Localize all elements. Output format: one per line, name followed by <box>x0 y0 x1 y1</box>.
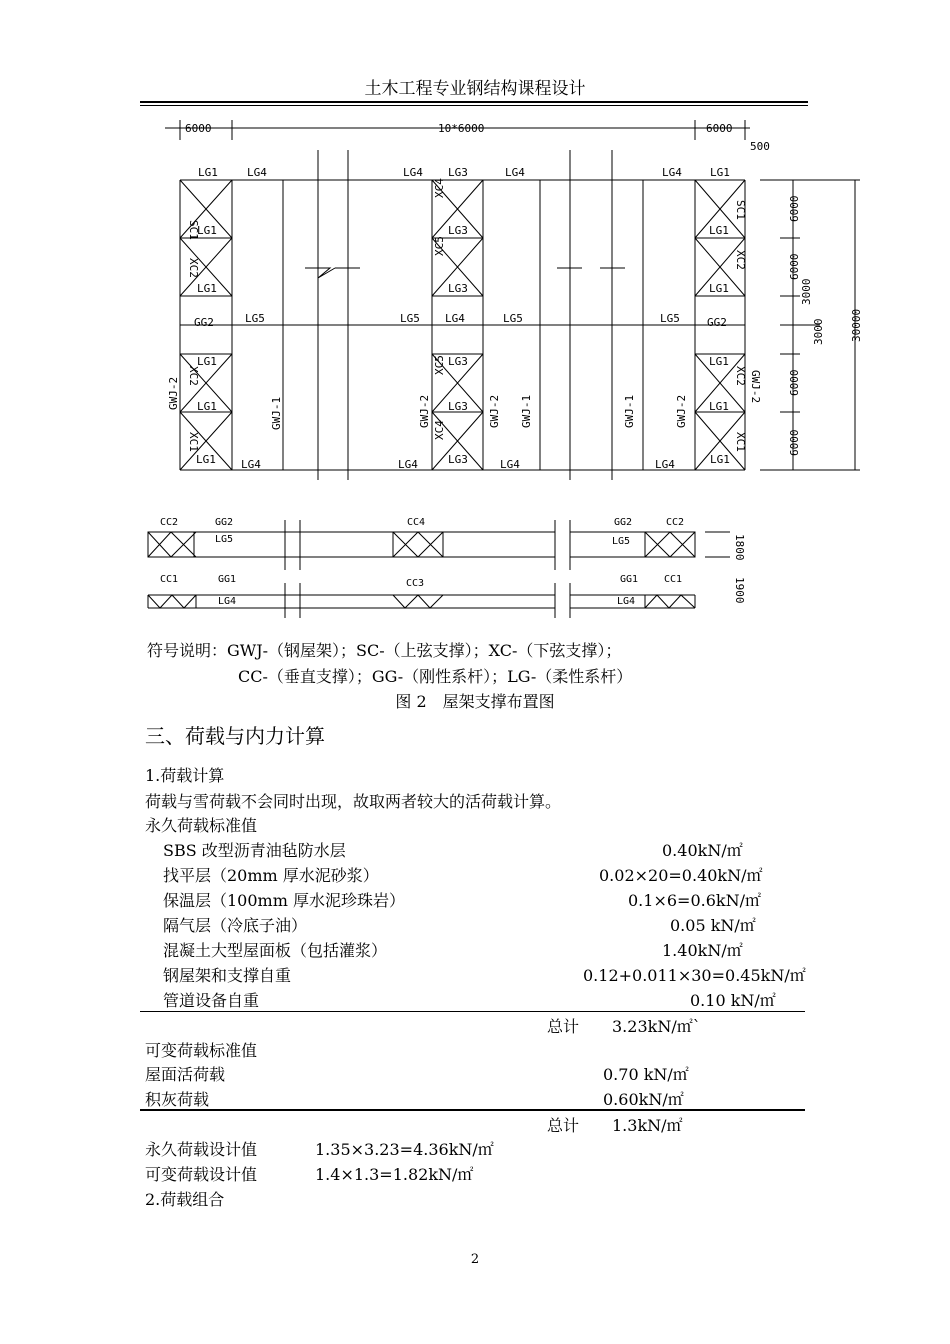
lbl-right-lg1a: LG1 <box>709 224 729 237</box>
s2-lg4b: LG4 <box>617 596 636 607</box>
lbl-mid-xc4a: XC4 <box>433 178 446 198</box>
lbl-left-xc2a: XC2 <box>187 258 200 278</box>
lbl-top-5: LG4 <box>662 166 682 179</box>
perm-item-1-name: 找平层（20mm 厚水泥砂浆） <box>163 866 379 885</box>
lbl-bot-4: LG4 <box>500 458 520 471</box>
var-total-value: 1.3kN/㎡ <box>612 1116 683 1135</box>
s2-gg1b: GG1 <box>620 574 639 585</box>
lbl-top-6: LG1 <box>710 166 730 179</box>
lbl-bot-3: LG3 <box>448 453 468 466</box>
lbl-right-sc1: SC1 <box>734 200 747 220</box>
running-header: 土木工程专业钢结构课程设计 <box>364 79 586 99</box>
lbl-mid-3: LG5 <box>503 312 523 325</box>
lbl-top-3: LG3 <box>448 166 468 179</box>
dim-r30000: 30000 <box>850 308 863 342</box>
s1-lg5b: LG5 <box>612 536 631 547</box>
dim-r6000a: 6000 <box>788 195 801 222</box>
lbl-truss-5: GWJ-1 <box>623 394 636 428</box>
para-5: 2.荷载组合 <box>145 1190 225 1209</box>
lbl-left-lg1d: LG1 <box>197 400 217 413</box>
lbl-truss-7: GWJ-2 <box>749 370 762 404</box>
lbl-mid-4: LG5 <box>660 312 680 325</box>
design-var-value: 1.4×1.3=1.82kN/㎡ <box>315 1165 474 1184</box>
dim-r6000b: 6000 <box>788 253 801 280</box>
perm-item-0-value: 0.40kN/㎡ <box>662 841 743 860</box>
dim-r6000d: 6000 <box>788 429 801 456</box>
s1-gg2b: GG2 <box>614 517 633 528</box>
lbl-mid-lg3a: LG3 <box>448 224 468 237</box>
lbl-top-2: LG4 <box>403 166 423 179</box>
dim-r6000c: 6000 <box>788 369 801 396</box>
dim-r3000a: 3000 <box>800 278 813 305</box>
lbl-right-xc1: XC1 <box>734 432 747 452</box>
perm-total-value: 3.23kN/㎡` <box>612 1017 701 1036</box>
subtotal-rule-1 <box>140 1011 805 1012</box>
design-perm-value: 1.35×3.23=4.36kN/㎡ <box>315 1140 494 1159</box>
s1-lg5a: LG5 <box>215 534 234 545</box>
lbl-truss-6: GWJ-2 <box>675 394 688 428</box>
perm-item-3-value: 0.05 kN/㎡ <box>670 916 756 935</box>
lbl-mid-lg3d: LG3 <box>448 400 468 413</box>
figure-caption: 图 2 屋架支撑布置图 <box>395 692 555 711</box>
lbl-left-lg1b: LG1 <box>197 282 217 295</box>
lbl-mid-0: LG5 <box>245 312 265 325</box>
lbl-right-xc2a: XC2 <box>734 250 747 270</box>
lbl-mid-xc4b: XC4 <box>433 420 446 440</box>
s1-cc2b: CC2 <box>666 517 685 528</box>
lbl-mid-lg3c: LG3 <box>448 355 468 368</box>
lbl-left-xc2b: XC2 <box>187 366 200 386</box>
lbl-mid-xc5b: XC5 <box>433 355 446 375</box>
para-3: 永久荷载标准值 <box>145 816 258 835</box>
lbl-left-sc1: SC1 <box>187 220 200 240</box>
lbl-top-4: LG4 <box>505 166 525 179</box>
s2-gg1a: GG1 <box>218 574 237 585</box>
section-heading: 三、荷载与内力计算 <box>145 724 325 748</box>
perm-item-4-name: 混凝土大型屋面板（包括灌浆） <box>163 941 388 960</box>
s1-cc2a: CC2 <box>160 517 179 528</box>
lbl-truss-0: GWJ-2 <box>167 376 180 410</box>
lbl-truss-1: GWJ-1 <box>270 396 283 430</box>
perm-item-4-value: 1.40kN/㎡ <box>662 941 743 960</box>
para-1: 1.荷载计算 <box>145 766 225 785</box>
lbl-mid-lg3b: LG3 <box>448 282 468 295</box>
lbl-right-xc2b: XC2 <box>734 366 747 386</box>
perm-item-2-name: 保温层（100mm 厚水泥珍珠岩） <box>163 891 405 910</box>
lbl-mid-2: LG4 <box>445 312 465 325</box>
dim-mid: 10*6000 <box>438 122 485 135</box>
lbl-bot-2: LG4 <box>398 458 418 471</box>
design-var-label: 可变荷载设计值 <box>145 1165 258 1184</box>
perm-item-3-name: 隔气层（冷底子油） <box>163 916 308 935</box>
var-item-1-name: 积灰荷载 <box>145 1090 210 1109</box>
lbl-truss-3: GWJ-2 <box>488 394 501 428</box>
s1-cc4: CC4 <box>407 517 426 528</box>
perm-total-label: 总计 <box>547 1017 580 1036</box>
lbl-bot-0: LG1 <box>196 453 216 466</box>
page-number: 2 <box>470 1252 480 1267</box>
perm-item-6-value: 0.10 kN/㎡ <box>690 991 776 1010</box>
var-item-1-value: 0.60kN/㎡ <box>603 1090 684 1109</box>
legend-line-1: 符号说明：GWJ-（钢屋架）；SC-（上弦支撑）；XC-（下弦支撑）； <box>147 641 622 660</box>
perm-item-5-value: 0.12+0.011×30=0.45kN/㎡ <box>583 966 806 985</box>
var-item-0-value: 0.70 kN/㎡ <box>603 1065 689 1084</box>
design-perm-label: 永久荷载设计值 <box>145 1140 258 1159</box>
lbl-mid-1: LG5 <box>400 312 420 325</box>
lbl-right-lg1b: LG1 <box>709 282 729 295</box>
subtotal-rule-2 <box>140 1109 805 1111</box>
lbl-left-lg1a: LG1 <box>197 224 217 237</box>
roof-bracing-drawing <box>0 110 950 620</box>
perm-item-1-value: 0.02×20=0.40kN/㎡ <box>599 866 763 885</box>
para-2: 荷载与雪荷载不会同时出现，故取两者较大的活荷载计算。 <box>145 792 562 811</box>
s2-cc1b: CC1 <box>664 574 683 585</box>
lbl-bot-1: LG4 <box>241 458 261 471</box>
lbl-right-lg1c: LG1 <box>709 355 729 368</box>
lbl-left-lg1c: LG1 <box>197 355 217 368</box>
perm-item-5-name: 钢屋架和支撑自重 <box>163 966 292 985</box>
lbl-mid-xc5a: XC5 <box>433 236 446 256</box>
s2-cc1a: CC1 <box>160 574 179 585</box>
para-4: 可变荷载标准值 <box>145 1041 258 1060</box>
s1-gg2a: GG2 <box>215 517 234 528</box>
lbl-truss-4: GWJ-1 <box>520 394 533 428</box>
lbl-left-gg2: GG2 <box>194 316 214 329</box>
legend-line-2: CC-（垂直支撑）；GG-（刚性系杆）；LG-（柔性系杆） <box>238 667 633 686</box>
dim-1900: 1900 <box>733 577 746 604</box>
header-rule-thin <box>140 105 808 106</box>
perm-item-0-name: SBS 改型沥青油毡防水层 <box>163 841 346 860</box>
dim-1800: 1800 <box>733 534 746 561</box>
var-item-0-name: 屋面活荷载 <box>145 1065 226 1084</box>
lbl-top-1: LG4 <box>247 166 267 179</box>
dim-500: 500 <box>750 140 770 153</box>
lbl-right-lg1d: LG1 <box>709 400 729 413</box>
lbl-right-gg2: GG2 <box>707 316 727 329</box>
dim-left: 6000 <box>185 122 212 135</box>
dim-r3000b: 3000 <box>812 318 825 345</box>
dim-right: 6000 <box>706 122 733 135</box>
lbl-truss-2: GWJ-2 <box>418 394 431 428</box>
lbl-bot-6: LG1 <box>710 453 730 466</box>
s2-lg4a: LG4 <box>218 596 237 607</box>
lbl-top-0: LG1 <box>198 166 218 179</box>
perm-item-2-value: 0.1×6=0.6kN/㎡ <box>628 891 761 910</box>
lbl-bot-5: LG4 <box>655 458 675 471</box>
perm-item-6-name: 管道设备自重 <box>163 991 260 1010</box>
var-total-label: 总计 <box>547 1116 580 1135</box>
header-rule-thick <box>140 101 808 103</box>
lbl-left-xc1: XC1 <box>187 432 200 452</box>
s2-cc3: CC3 <box>406 578 425 589</box>
